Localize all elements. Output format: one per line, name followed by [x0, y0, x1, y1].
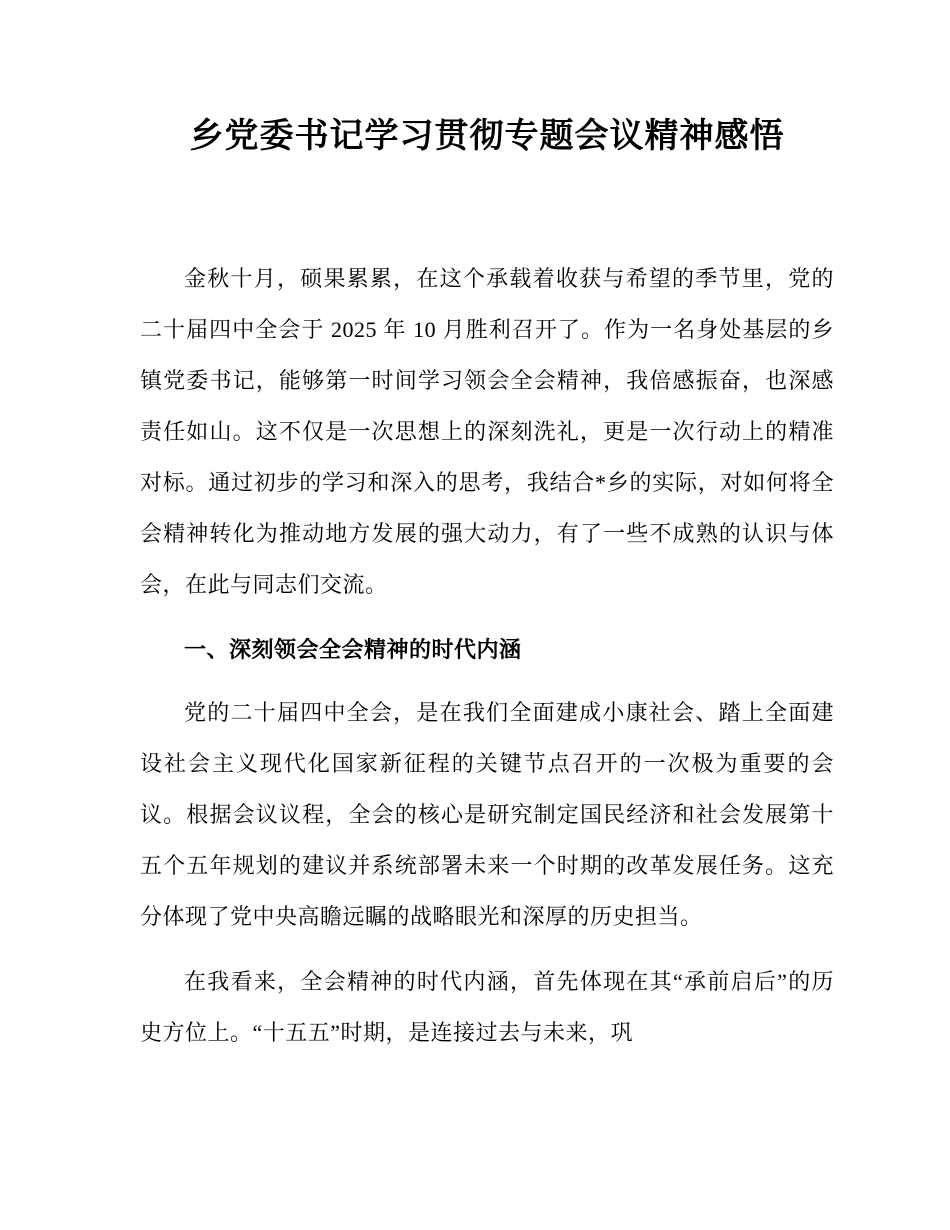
section-heading-1: 一、深刻领会全会精神的时代内涵: [184, 637, 522, 663]
document-title: [140, 108, 834, 157]
paragraph-section1-body-2: 在我看来，全会精神的时代内涵，首先体现在其“承前启后”的历史方位上。“十五五”时期，是连接过去与未来，巩: [140, 969, 834, 1046]
paragraph-intro: 金秋十月，硕果累累，在这个承载着收获与希望的季节里，党的二十届四中全会于 2025 年 10 月胜利召开了。作为一名身处基层的乡镇党委书记，能够第一时间学习领会全会精神，我倍感振奋，也深感责任如山。这不仅是一次思想上的深刻洗礼，更是一次行动上的精准对标。通过初步的学习和深入的思考，我结合*乡的实际，对如何将全会精神转化为推动地方发展的强大动力，有了一些不成熟的认识与体会，在此与同志们交流。: [140, 266, 834, 598]
paragraph-section1-body: 党的二十届四中全会，是在我们全面建成小康社会、踏上全面建设社会主义现代化国家新征程的关键节点召开的一次极为重要的会议。根据会议议程，全会的核心是研究制定国民经济和社会发展第十五个五年规划的建议并系统部署未来一个时期的改革发展任务。这充分体现了党中央高瞻远瞩的战略眼光和深厚的历史担当。: [140, 700, 834, 930]
document-title-text: 乡党委书记学习贯彻专题会议精神感悟: [189, 117, 785, 155]
